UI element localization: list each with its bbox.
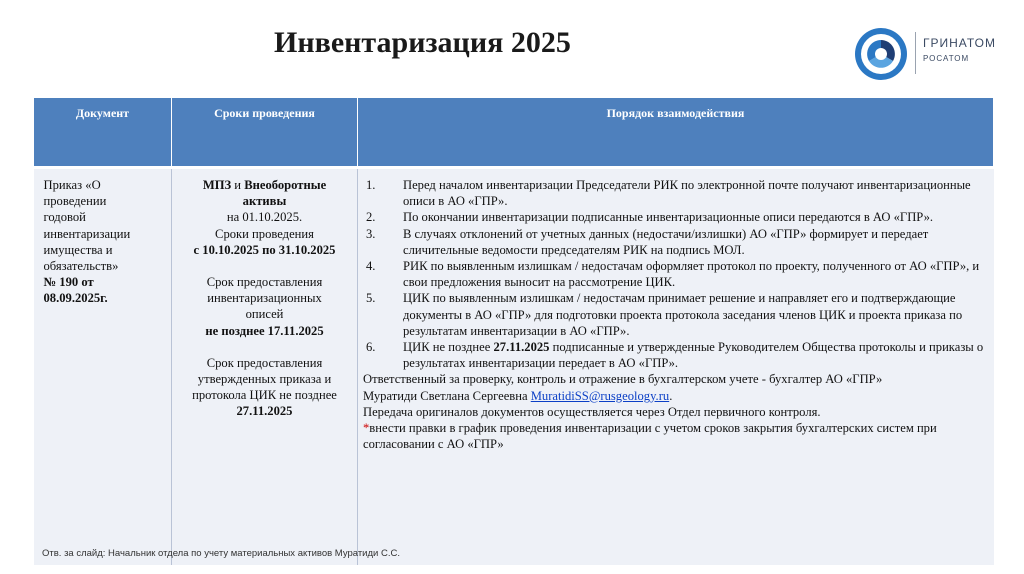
list-item bbox=[363, 226, 989, 258]
document-cell bbox=[34, 168, 172, 566]
item-text-pre: ЦИК не позднее bbox=[403, 340, 494, 355]
list-item bbox=[363, 290, 989, 339]
item-number: 4. bbox=[366, 259, 376, 274]
document-line: годовой bbox=[43, 210, 86, 225]
terms-assets: активы bbox=[242, 194, 287, 209]
terms-line: Срок предоставления bbox=[206, 355, 323, 370]
terms-line: Срок предоставления bbox=[206, 275, 323, 290]
terms-line: утвержденных приказа и bbox=[197, 372, 332, 387]
header-terms: Сроки проведения bbox=[172, 98, 358, 168]
slide-footer: Отв. за слайд: Начальник отдела по учету материальных активов Муратиди С.С. bbox=[42, 548, 400, 559]
terms-line: описей bbox=[245, 307, 284, 322]
table-row bbox=[34, 168, 994, 566]
contact-person: Муратиди Светлана Сергеевна bbox=[363, 388, 531, 403]
item-text-post: подписанные и утвержденные Руководителем Общества протоколы и приказы о результатах инвентаризации передает в АО «ГПР». bbox=[403, 340, 984, 371]
note-text bbox=[363, 420, 989, 452]
atom-logo-icon bbox=[853, 26, 909, 82]
item-number: 5. bbox=[366, 291, 376, 306]
procedure-list bbox=[363, 177, 989, 371]
header-procedure: Порядок взаимодействия bbox=[358, 98, 994, 168]
item-number: 3. bbox=[366, 226, 376, 241]
page-title: Инвентаризация 2025 bbox=[274, 26, 571, 59]
item-text: В случаях отклонений от учетных данных (недостачи/излишки) АО «ГПР» формирует и передает сличительные ведомости председателям РИК на подпись МОЛ. bbox=[403, 226, 929, 257]
document-line: Приказ «О bbox=[43, 178, 101, 192]
table-header-row bbox=[34, 98, 994, 168]
contact-line bbox=[363, 388, 989, 404]
terms-cell bbox=[172, 168, 358, 566]
terms-deadline-inventory: не позднее 17.11.2025 bbox=[205, 323, 324, 338]
note-body: внести правки в график проведения инвентаризации с учетом сроков закрытия бухгалтерских систем при согласовании с АО «ГПР» bbox=[363, 421, 937, 452]
list-item bbox=[363, 258, 989, 290]
item-text: РИК по выявленным излишкам / недостачам оформляет протокол по проекту, полученного от АО «ГПР», и свои предложения выносит на рассмотрение ЦИК. bbox=[403, 259, 980, 290]
note-asterisk: * bbox=[363, 421, 370, 436]
logo bbox=[853, 26, 1013, 86]
item-text: ЦИК по выявленным излишкам / недостачам принимает решение и направляет его и подтверждающие документы в АО «ГПР» для подготовки проекта протокола заседания членов ЦИК и проекта приказа по результатам инвентаризации в АО «ГПР». bbox=[403, 291, 963, 338]
item-deadline: 27.11.2025 bbox=[493, 340, 550, 355]
terms-deadline-approval: 27.11.2025 bbox=[236, 404, 293, 419]
terms-mpz: МПЗ bbox=[202, 178, 232, 192]
document-line: инвентаризации bbox=[43, 226, 131, 241]
logo-brand: ГРИНАТОМ bbox=[923, 36, 996, 50]
document-line: обязательств» bbox=[43, 259, 119, 274]
list-item bbox=[363, 209, 989, 225]
document-line: проведении bbox=[43, 194, 107, 209]
inventory-table bbox=[33, 97, 994, 565]
terms-and: и bbox=[231, 178, 245, 192]
terms-line: протокола ЦИК не позднее bbox=[192, 388, 337, 403]
document-line: имущества и bbox=[43, 242, 113, 257]
terms-period-label: Сроки проведения bbox=[215, 226, 314, 241]
contact-period: . bbox=[669, 388, 673, 403]
terms-line: инвентаризационных bbox=[207, 291, 322, 306]
document-number: № 190 от bbox=[43, 275, 94, 290]
list-item bbox=[363, 177, 989, 209]
procedure-cell bbox=[358, 168, 994, 566]
logo-sub: РОСАТОМ bbox=[923, 54, 970, 63]
item-number: 1. bbox=[366, 178, 376, 192]
list-item bbox=[363, 339, 989, 371]
item-text: По окончании инвентаризации подписанные инвентаризационные описи передаются в АО «ГПР». bbox=[403, 210, 934, 225]
terms-as-of: на 01.10.2025. bbox=[226, 210, 303, 225]
document-date: 08.09.2025г. bbox=[43, 291, 108, 306]
terms-period: с 10.10.2025 по 31.10.2025 bbox=[193, 242, 336, 257]
logo-divider bbox=[915, 32, 916, 74]
item-number: 6. bbox=[366, 340, 376, 355]
terms-line1 bbox=[177, 177, 352, 193]
item-text: Перед началом инвентаризации Председатели РИК по электронной почте получают инвентаризационные описи в АО «ГПР». bbox=[403, 178, 971, 209]
item-number: 2. bbox=[366, 210, 376, 225]
terms-noncurrent: Внеоборотные bbox=[244, 178, 327, 192]
email-link[interactable]: MuratidiSS@rusgeology.ru bbox=[530, 388, 670, 403]
header-document: Документ bbox=[34, 98, 172, 168]
originals-text: Передача оригиналов документов осуществляется через Отдел первичного контроля. bbox=[363, 404, 821, 419]
responsible-text: Ответственный за проверку, контроль и отражение в бухгалтерском учете - бухгалтер АО «ГПР» bbox=[363, 372, 883, 387]
